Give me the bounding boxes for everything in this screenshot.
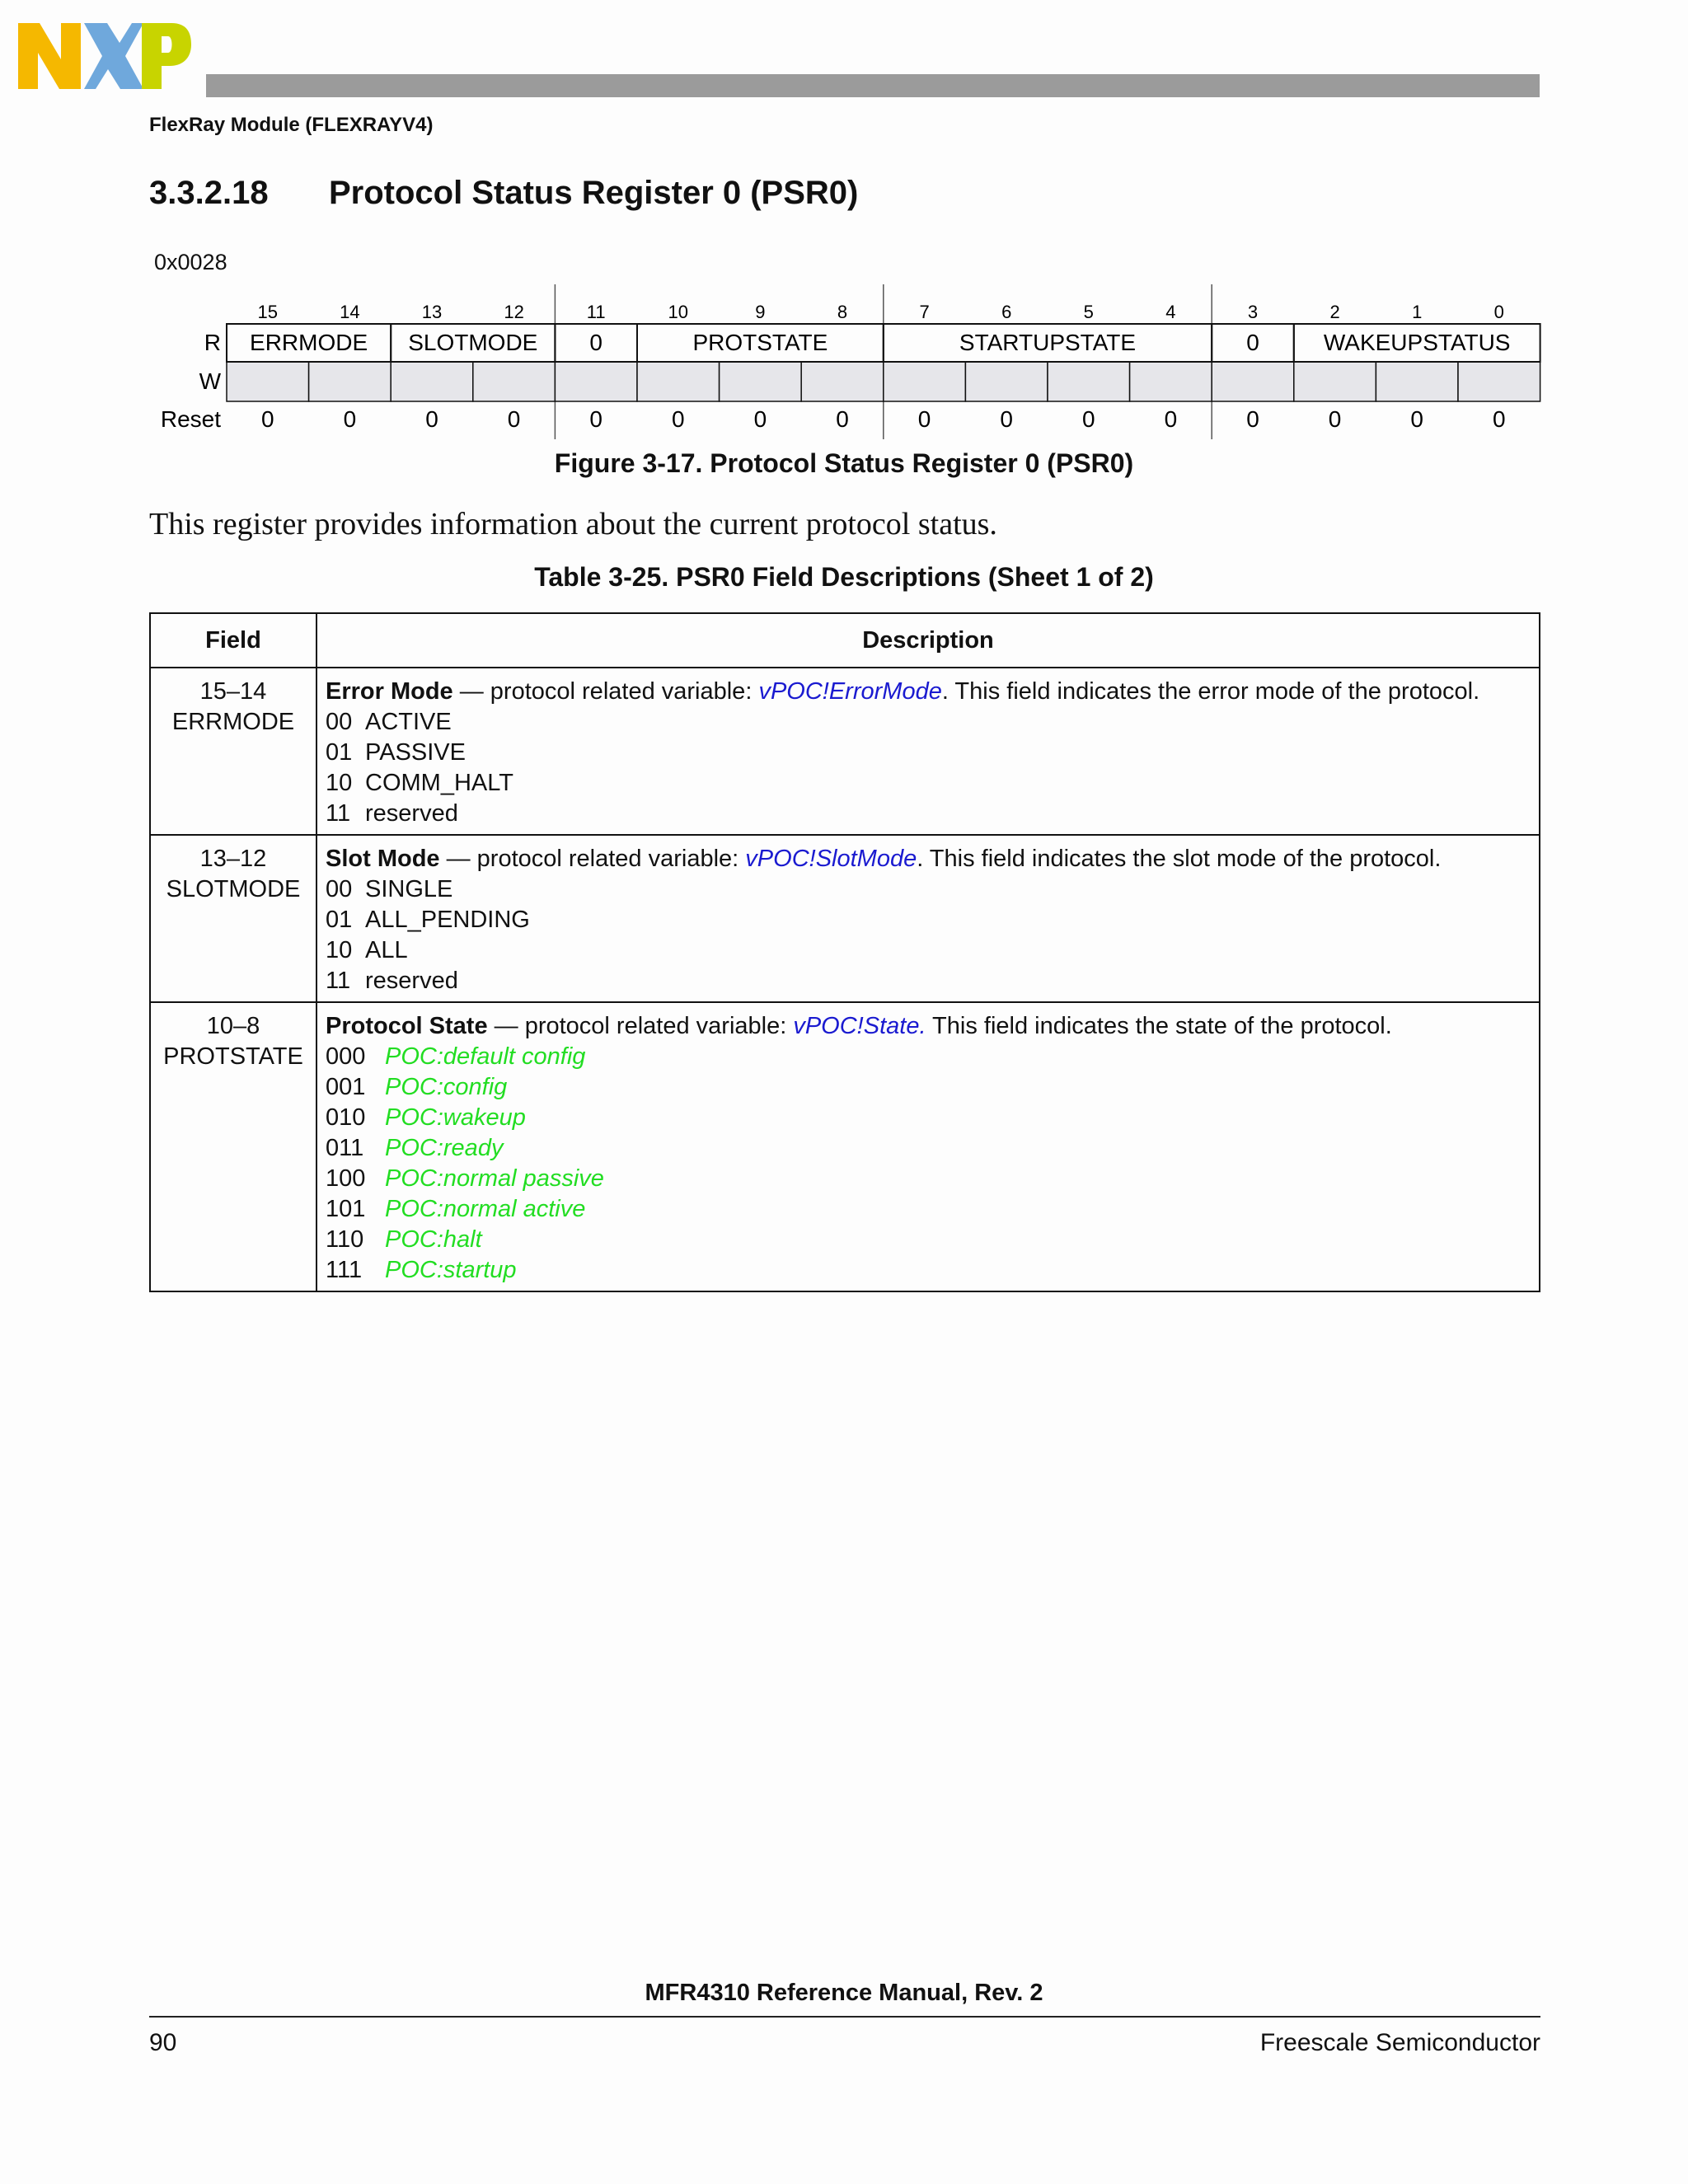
value-meaning: ALL bbox=[365, 937, 408, 963]
write-bit-cell bbox=[801, 362, 884, 401]
value-meaning: PASSIVE bbox=[365, 739, 466, 766]
value-line bbox=[326, 874, 1531, 905]
reset-value: 0 bbox=[343, 406, 357, 432]
reset-value: 0 bbox=[589, 406, 603, 432]
value-code: 011 bbox=[326, 1135, 364, 1161]
value-code: 010 bbox=[326, 1104, 366, 1131]
read-field-name: 0 bbox=[589, 330, 603, 355]
description-tail: . This field indicates the error mode of the protocol. bbox=[941, 678, 1480, 705]
description-cell bbox=[316, 668, 1540, 835]
write-bit-cell bbox=[1212, 362, 1294, 401]
bit-number: 10 bbox=[668, 302, 689, 322]
bit-number: 1 bbox=[1412, 302, 1423, 322]
value-meaning: POC:halt bbox=[385, 1226, 482, 1253]
value-line bbox=[326, 1042, 1531, 1072]
write-bit-cell bbox=[637, 362, 720, 401]
bit-number: 13 bbox=[421, 302, 443, 322]
value-code: 01 bbox=[326, 739, 353, 766]
write-bit-cell bbox=[309, 362, 392, 401]
value-code: 10 bbox=[326, 937, 353, 963]
value-line bbox=[326, 935, 1531, 966]
field-cell bbox=[150, 1002, 316, 1291]
value-code: 10 bbox=[326, 770, 353, 796]
bit-number: 3 bbox=[1247, 302, 1259, 322]
intro-paragraph: This register provides information about the current protocol status. bbox=[149, 507, 997, 541]
field-column-header: Field bbox=[150, 613, 316, 668]
bit-number: 14 bbox=[340, 302, 360, 322]
description-tail: This field indicates the state of the protocol. bbox=[926, 1013, 1392, 1039]
section-title-text: Protocol Status Register 0 (PSR0) bbox=[329, 175, 859, 211]
reset-value: 0 bbox=[261, 406, 274, 432]
bit-number: 11 bbox=[586, 302, 606, 322]
bit-number: 8 bbox=[837, 302, 848, 322]
read-row-label: R bbox=[204, 330, 221, 355]
reset-value: 0 bbox=[836, 406, 849, 432]
write-bit-cell bbox=[884, 362, 966, 401]
publisher: Freescale Semiconductor bbox=[1259, 2029, 1540, 2056]
write-bit-cell bbox=[1294, 362, 1376, 401]
value-meaning: POC:ready bbox=[385, 1135, 504, 1161]
description-lead: — protocol related variable: bbox=[452, 678, 759, 705]
value-line bbox=[326, 1225, 1531, 1255]
field-name: PROTSTATE bbox=[163, 1043, 303, 1070]
description-column-header: Description bbox=[316, 613, 1540, 668]
value-line bbox=[326, 768, 1531, 799]
reset-value: 0 bbox=[1328, 406, 1342, 432]
bit-number: 0 bbox=[1493, 302, 1504, 322]
figure-caption: Figure 3-17. Protocol Status Register 0 (PSR0) bbox=[554, 448, 1134, 478]
description-title: Slot Mode bbox=[326, 846, 440, 872]
value-meaning: ACTIVE bbox=[365, 709, 452, 735]
bit-number: 4 bbox=[1165, 302, 1176, 322]
read-field-name: PROTSTATE bbox=[692, 330, 828, 355]
value-meaning: reserved bbox=[365, 800, 458, 827]
value-line bbox=[326, 1255, 1531, 1286]
value-code: 00 bbox=[326, 876, 353, 902]
value-line bbox=[326, 905, 1531, 935]
read-field-name: STARTUPSTATE bbox=[959, 330, 1137, 355]
reset-row-label: Reset bbox=[160, 406, 221, 432]
footer-rule bbox=[149, 2016, 1540, 2018]
value-meaning: POC:wakeup bbox=[385, 1104, 526, 1131]
value-meaning: reserved bbox=[365, 968, 458, 994]
value-code: 001 bbox=[326, 1074, 366, 1100]
write-bit-cell bbox=[1048, 362, 1130, 401]
value-meaning: COMM_HALT bbox=[365, 770, 513, 796]
write-bit-cell bbox=[1130, 362, 1212, 401]
value-meaning: ALL_PENDING bbox=[365, 907, 530, 933]
register-figure bbox=[0, 0, 1688, 445]
register-offset: 0x0028 bbox=[154, 250, 227, 274]
value-meaning: POC:startup bbox=[385, 1257, 517, 1283]
value-code: 01 bbox=[326, 907, 353, 933]
value-code: 111 bbox=[326, 1257, 363, 1283]
bit-number: 15 bbox=[257, 302, 279, 322]
reset-value: 0 bbox=[1493, 406, 1506, 432]
value-meaning: POC:config bbox=[385, 1074, 508, 1100]
field-name: SLOTMODE bbox=[166, 876, 301, 902]
value-meaning: POC:default config bbox=[385, 1043, 586, 1070]
reset-value: 0 bbox=[1246, 406, 1259, 432]
write-bit-cell bbox=[555, 362, 637, 401]
value-line bbox=[326, 738, 1531, 768]
read-field-name: SLOTMODE bbox=[408, 330, 538, 355]
description-title: Error Mode bbox=[326, 678, 453, 705]
protocol-variable: vPOC!ErrorMode bbox=[758, 678, 942, 705]
value-code: 110 bbox=[326, 1226, 364, 1253]
reset-value: 0 bbox=[753, 406, 767, 432]
field-description-table bbox=[149, 612, 1540, 1292]
reset-value: 0 bbox=[1410, 406, 1423, 432]
field-bits: 15–14 bbox=[199, 678, 267, 705]
field-bits: 10–8 bbox=[206, 1013, 260, 1039]
description-tail: . This field indicates the slot mode of the protocol. bbox=[917, 846, 1442, 872]
reset-value: 0 bbox=[1164, 406, 1178, 432]
running-head: FlexRay Module (FLEXRAYV4) bbox=[149, 114, 434, 136]
value-code: 101 bbox=[326, 1196, 366, 1222]
table-row bbox=[150, 668, 1540, 835]
reset-value: 0 bbox=[1000, 406, 1013, 432]
value-line bbox=[326, 799, 1531, 829]
value-line bbox=[326, 707, 1531, 738]
value-code: 000 bbox=[326, 1043, 366, 1070]
table-row bbox=[150, 1002, 1540, 1291]
value-meaning: POC:normal passive bbox=[385, 1165, 604, 1192]
field-cell bbox=[150, 835, 316, 1002]
write-bit-cell bbox=[965, 362, 1048, 401]
write-bit-cell bbox=[391, 362, 473, 401]
field-bits: 13–12 bbox=[199, 846, 267, 872]
write-bit-cell bbox=[227, 362, 309, 401]
read-field-name: ERRMODE bbox=[250, 330, 368, 355]
reset-value: 0 bbox=[1082, 406, 1095, 432]
description-lead: — protocol related variable: bbox=[439, 846, 746, 872]
bit-number: 7 bbox=[919, 302, 930, 322]
write-bit-cell bbox=[720, 362, 802, 401]
table-caption: Table 3-25. PSR0 Field Descriptions (Sheet 1 of 2) bbox=[534, 562, 1154, 592]
description-title: Protocol State bbox=[326, 1013, 488, 1039]
bit-number: 2 bbox=[1329, 302, 1340, 322]
bit-number: 6 bbox=[1001, 302, 1012, 322]
table-row bbox=[150, 835, 1540, 1002]
description-summary bbox=[326, 844, 1531, 874]
value-code: 100 bbox=[326, 1165, 366, 1192]
value-line bbox=[326, 1072, 1531, 1103]
write-bit-cell bbox=[1376, 362, 1458, 401]
value-meaning: POC:normal active bbox=[385, 1196, 586, 1222]
value-line bbox=[326, 1164, 1531, 1194]
write-row-label: W bbox=[199, 368, 221, 394]
value-meaning: SINGLE bbox=[365, 876, 453, 902]
reset-value: 0 bbox=[672, 406, 685, 432]
read-field-name: 0 bbox=[1246, 330, 1259, 355]
protocol-variable: vPOC!SlotMode bbox=[745, 846, 917, 872]
description-cell bbox=[316, 1002, 1540, 1291]
protocol-variable: vPOC!State. bbox=[793, 1013, 926, 1039]
read-field-name: WAKEUPSTATUS bbox=[1323, 330, 1511, 355]
bit-number: 12 bbox=[504, 302, 524, 322]
bit-number: 5 bbox=[1083, 302, 1094, 322]
value-code: 00 bbox=[326, 709, 353, 735]
description-cell bbox=[316, 835, 1540, 1002]
footer-title: MFR4310 Reference Manual, Rev. 2 bbox=[645, 1980, 1043, 2006]
table-header-row bbox=[150, 613, 1540, 668]
value-line bbox=[326, 1194, 1531, 1225]
description-summary bbox=[326, 677, 1531, 707]
value-code: 11 bbox=[326, 800, 351, 827]
bit-number: 9 bbox=[755, 302, 766, 322]
value-code: 11 bbox=[326, 968, 351, 994]
write-bit-cell bbox=[473, 362, 556, 401]
field-cell bbox=[150, 668, 316, 835]
value-line bbox=[326, 966, 1531, 996]
description-lead: — protocol related variable: bbox=[487, 1013, 794, 1039]
reset-value: 0 bbox=[507, 406, 521, 432]
page-number: 90 bbox=[149, 2029, 177, 2056]
description-summary bbox=[326, 1011, 1531, 1042]
write-bit-cell bbox=[1458, 362, 1540, 401]
value-line bbox=[326, 1133, 1531, 1164]
section-number: 3.3.2.18 bbox=[149, 175, 269, 211]
reset-value: 0 bbox=[425, 406, 438, 432]
field-name: ERRMODE bbox=[171, 709, 295, 735]
value-line bbox=[326, 1103, 1531, 1133]
reset-value: 0 bbox=[917, 406, 931, 432]
